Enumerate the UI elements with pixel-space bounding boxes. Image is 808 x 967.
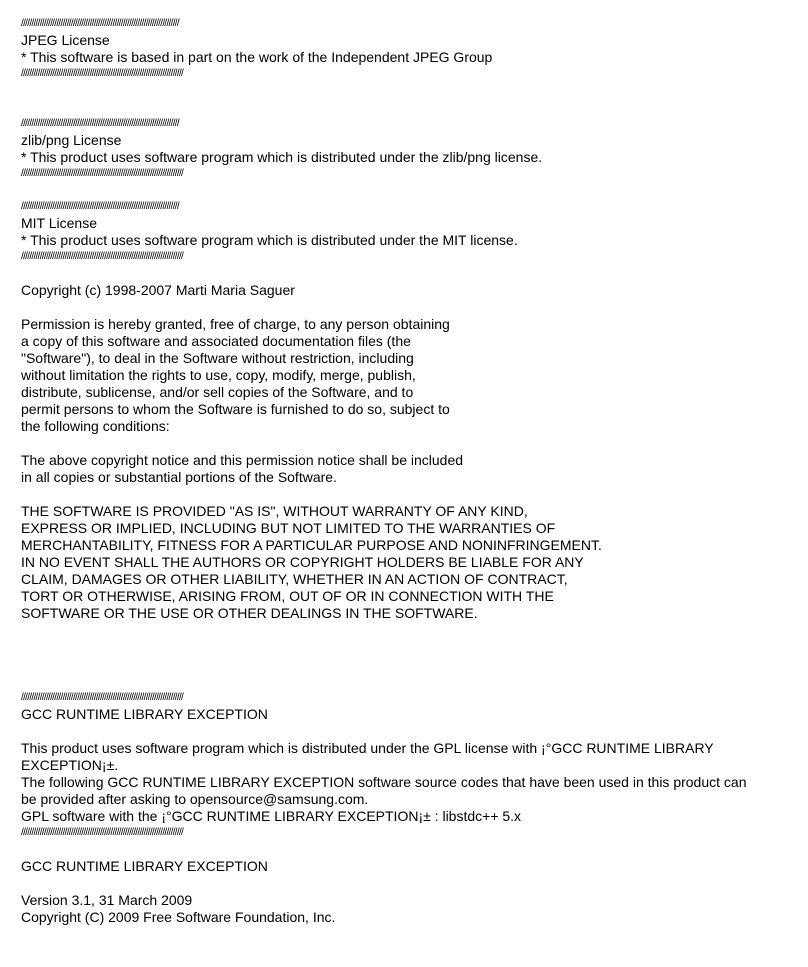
separator-rule: ////////////////////////////////////////////////////////////////////////////: [21, 118, 179, 129]
zlib-license-title: zlib/png License: [21, 132, 122, 148]
paragraph-line: The above copyright notice and this permission notice shall be included: [21, 452, 464, 468]
zlib-license-line: * This product uses software program which is distributed under the zlib/png license.: [21, 149, 543, 165]
paragraph-line: the following conditions:: [21, 418, 170, 434]
separator-rule: //////////////////////////////////////////////////////////////////////////////: [21, 251, 184, 262]
mit-license-title: MIT License: [21, 215, 97, 231]
paragraph-line: in all copies or substantial portions of the Software.: [21, 469, 337, 485]
gcc-version: Version 3.1, 31 March 2009: [21, 892, 193, 908]
mit-permission-paragraph: [21, 316, 801, 435]
mit-warranty-paragraph: [21, 503, 801, 622]
paragraph-line: CLAIM, DAMAGES OR OTHER LIABILITY, WHETHER IN AN ACTION OF CONTRACT,: [21, 571, 568, 587]
paragraph-line: MERCHANTABILITY, FITNESS FOR A PARTICULAR PURPOSE AND NONINFRINGEMENT.: [21, 537, 602, 553]
separator-rule: //////////////////////////////////////////////////////////////////////////////: [21, 68, 184, 79]
gcc-exception-heading: GCC RUNTIME LIBRARY EXCEPTION: [21, 858, 268, 874]
paragraph-line: IN NO EVENT SHALL THE AUTHORS OR COPYRIGHT HOLDERS BE LIABLE FOR ANY: [21, 554, 584, 570]
paragraph-line: a copy of this software and associated documentation files (the: [21, 333, 411, 349]
mit-copyright: Copyright (c) 1998-2007 Marti Maria Saguer: [21, 282, 295, 298]
jpeg-license-title: JPEG License: [21, 32, 110, 48]
paragraph-line: This product uses software program which is distributed under the GPL license with ¡°GCC RUNTIME LIBRARY: [21, 740, 714, 756]
paragraph-line: EXCEPTION¡±.: [21, 757, 119, 773]
license-document: [21, 16, 801, 926]
paragraph-line: without limitation the rights to use, copy, modify, merge, publish,: [21, 367, 416, 383]
jpeg-license-line: * This software is based in part on the work of the Independent JPEG Group: [21, 49, 493, 65]
separator-rule: //////////////////////////////////////////////////////////////////////////////: [21, 827, 184, 838]
paragraph-line: The following GCC RUNTIME LIBRARY EXCEPTION software source codes that have been used in this product can: [21, 774, 747, 790]
gcc-copyright: Copyright (C) 2009 Free Software Foundation, Inc.: [21, 909, 336, 925]
separator-rule: //////////////////////////////////////////////////////////////////////////////: [21, 168, 184, 179]
separator-rule: ////////////////////////////////////////////////////////////////////////////: [21, 18, 179, 29]
paragraph-line: THE SOFTWARE IS PROVIDED "AS IS", WITHOUT WARRANTY OF ANY KIND,: [21, 503, 528, 519]
paragraph-line: GPL software with the ¡°GCC RUNTIME LIBRARY EXCEPTION¡± : libstdc++ 5.x: [21, 808, 522, 824]
paragraph-line: SOFTWARE OR THE USE OR OTHER DEALINGS IN THE SOFTWARE.: [21, 605, 478, 621]
mit-license-line: * This product uses software program which is distributed under the MIT license.: [21, 232, 518, 248]
gcc-exception-title: GCC RUNTIME LIBRARY EXCEPTION: [21, 706, 268, 722]
mit-notice-paragraph: [21, 452, 801, 486]
paragraph-line: be provided after asking to opensource@samsung.com.: [21, 791, 369, 807]
paragraph-line: EXPRESS OR IMPLIED, INCLUDING BUT NOT LIMITED TO THE WARRANTIES OF: [21, 520, 556, 536]
paragraph-line: permit persons to whom the Software is furnished to do so, subject to: [21, 401, 450, 417]
paragraph-line: TORT OR OTHERWISE, ARISING FROM, OUT OF OR IN CONNECTION WITH THE: [21, 588, 554, 604]
separator-rule: ////////////////////////////////////////////////////////////////////////////: [21, 201, 179, 212]
paragraph-line: "Software"), to deal in the Software without restriction, including: [21, 350, 414, 366]
paragraph-line: distribute, sublicense, and/or sell copies of the Software, and to: [21, 384, 414, 400]
separator-rule: //////////////////////////////////////////////////////////////////////////////: [21, 692, 184, 703]
paragraph-line: Permission is hereby granted, free of charge, to any person obtaining: [21, 316, 450, 332]
gcc-exception-paragraph: [21, 740, 801, 825]
